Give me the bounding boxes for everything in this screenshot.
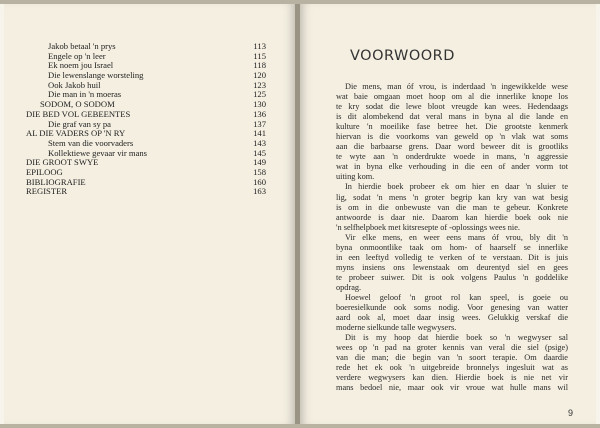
toc-entry-page: 113 bbox=[253, 41, 266, 51]
toc-entry-page: 160 bbox=[253, 176, 266, 187]
left-page bbox=[4, 4, 295, 424]
toc-entry-title: EPILOOG bbox=[26, 166, 63, 177]
foreword-line: moderne sielkunde talle wegwysers. bbox=[336, 323, 457, 333]
foreword-line: te wyte aan 'n onderdrukte woede in mans, 'n aggressie bbox=[336, 152, 568, 162]
foreword-line: Hoewel geloof 'n groot rol kan speel, is goeie ou bbox=[345, 292, 568, 302]
toc-entry-title: DIE GROOT SWYE bbox=[26, 157, 99, 168]
foreword-line: aan die barbaarse grens. Daar word beweer dit is grootliks bbox=[336, 142, 568, 152]
foreword-line: wat in byna elke verhouding in die een of ander vorm tot bbox=[336, 162, 568, 172]
foreword-line: boeresielkunde ook soms nodig. Voor genesing van watter bbox=[336, 303, 568, 313]
foreword-line: Vir elke mens, en weer eens mans óf vrou, bly dit 'n bbox=[345, 232, 568, 242]
foreword-line: uiting kom. bbox=[336, 172, 375, 182]
foreword-line: aard ook al, moet daar insig wees. Gelukkig verskaf die bbox=[336, 313, 568, 323]
toc-entry-page: 149 bbox=[253, 157, 266, 168]
toc-entry-page: 130 bbox=[253, 99, 266, 110]
toc-entry-page: 145 bbox=[253, 147, 266, 158]
toc-entry-title: Stem van die voorvaders bbox=[48, 137, 134, 148]
foreword-line: mans bedoel nie, maar ook vir vroue wat hulle mans wil bbox=[336, 383, 568, 393]
foreword-line: kulture 'n moeilike fase betree het. Die grootste kenmerk bbox=[336, 122, 568, 132]
toc-entry-title: DIE BED VOL GEBEENTES bbox=[26, 108, 131, 119]
toc-entry-title: Kollektiewe gevaar vir mans bbox=[48, 147, 148, 158]
toc-entry-title: AL DIE VADERS OP 'N RY bbox=[26, 128, 126, 139]
toc-entry-page: 136 bbox=[253, 108, 266, 119]
foreword-line: antwoorde is daar nie. Daarom kan hierdie boek ook nie bbox=[336, 212, 568, 222]
foreword-line: In hierdie boek probeer ek om hier en daar 'n sluier te bbox=[345, 182, 568, 192]
foreword-line: is dit alombekend dat veral mans in byna al die lande en bbox=[336, 112, 568, 122]
foreword-line: wees op 'n pad na groter kennis van veral die siel (psige) bbox=[336, 343, 568, 353]
foreword-line: Die mens, man óf vrou, is inderdaad 'n ingewikkelde wese bbox=[345, 82, 568, 91]
toc-entry-title: Engele op 'n leer bbox=[48, 50, 106, 61]
foreword-line: rede het ek ook 'n uitgebreide bronnelys ingesluit wat as bbox=[336, 363, 568, 373]
toc-entry-page: 141 bbox=[253, 128, 266, 139]
toc-entry-page: 137 bbox=[253, 118, 266, 129]
toc-entry bbox=[26, 187, 266, 197]
foreword-line: myns insiens ons lewenstaak om deurentyd siel en gees bbox=[336, 262, 568, 272]
foreword-line: byna onmoontlike taak om hom- of haarself se innerlike bbox=[336, 242, 568, 252]
foreword-line: verdere wegwysers kan dien. Hierdie boek is nie net vir bbox=[336, 373, 568, 383]
toc-entry-title: Jakob betaal 'n prys bbox=[48, 41, 116, 51]
toc-entry-title: SODOM, O SODOM bbox=[40, 99, 115, 110]
toc-entry-title: BIBLIOGRAFIE bbox=[26, 176, 86, 187]
toc-entry-page: 143 bbox=[253, 137, 266, 148]
foreword-line: te kry sodat die lewe bloot vreugde kan wees. Hedendaags bbox=[336, 102, 568, 112]
toc-entry-page: 158 bbox=[253, 166, 266, 177]
foreword-body bbox=[336, 82, 568, 393]
foreword-line: Dit is my hoop dat hierdie boek so 'n wegwyser sal bbox=[345, 333, 568, 343]
page-number: 9 bbox=[568, 408, 574, 418]
foreword-line: is om in die onbewuste van die man te gebeur. Konkrete bbox=[336, 202, 568, 212]
toc-entry-page: 115 bbox=[253, 50, 266, 61]
toc-entry-page: 120 bbox=[253, 70, 266, 81]
foreword-line: lig, sodat 'n mens 'n groter begrip kan kry van wat besig bbox=[336, 192, 568, 202]
foreword-line: in een leeftyd volledig te verken of te verstaan. Dit is juis bbox=[336, 252, 568, 262]
toc-entry-title: Ook Jakob huil bbox=[48, 79, 101, 90]
foreword-line: hiervan is die voorkoms van geweld op 'n vlak wat soms bbox=[336, 132, 568, 142]
foreword-line: van die man; die begin van 'n soort terapie. Om daardie bbox=[336, 353, 568, 363]
toc-entry-title: Die man in 'n moeras bbox=[48, 89, 122, 100]
toc-entry-page: 118 bbox=[253, 60, 266, 71]
toc-entry-page: 163 bbox=[253, 186, 266, 197]
page-heading: VOORWOORD bbox=[350, 48, 455, 64]
toc-entry-title: Die graf van sy pa bbox=[48, 118, 111, 129]
page-edge-bottom bbox=[0, 424, 600, 428]
right-page bbox=[300, 4, 596, 424]
toc-entry-page: 123 bbox=[253, 79, 266, 90]
toc-entry-title: Die lewenslange worsteling bbox=[48, 70, 144, 81]
table-of-contents bbox=[26, 42, 266, 197]
foreword-line: 'n selfhelpboek met kitsresepte of -oplossings wees nie. bbox=[336, 222, 520, 232]
foreword-line: opdrag. bbox=[336, 282, 362, 292]
toc-entry-title: REGISTER bbox=[26, 186, 68, 197]
toc-entry-page: 125 bbox=[253, 89, 266, 100]
foreword-line: wat baie omgaan moet hoop om al die innerlike knope los bbox=[336, 92, 568, 102]
toc-entry-title: Ek noem jou Israel bbox=[48, 60, 114, 71]
foreword-line: te probeer suiwer. Dit is ook volgens Paulus 'n goddelike bbox=[336, 272, 568, 282]
